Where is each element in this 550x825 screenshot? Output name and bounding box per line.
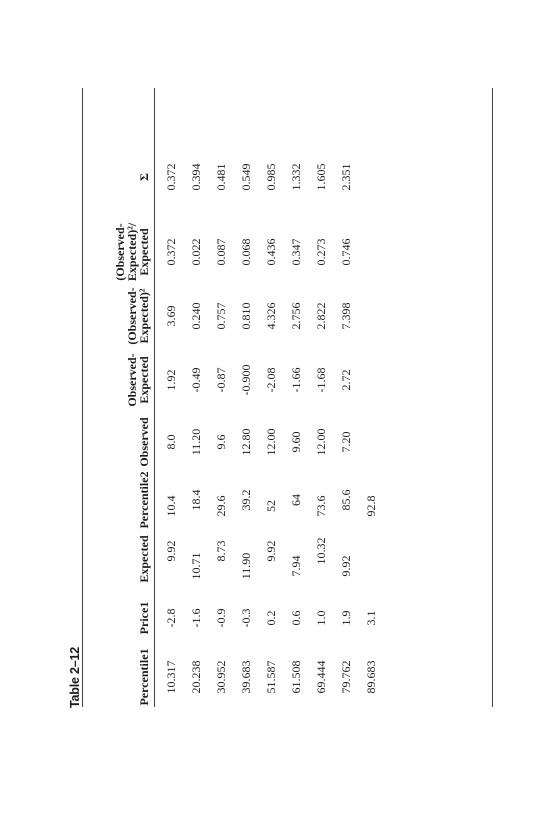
table-cell-ex: 9.92	[164, 540, 178, 562]
table-cell-pr: 0.2	[264, 610, 278, 626]
table-cell-p1: 51.587	[264, 660, 278, 694]
table-cell-pr: 3.1	[364, 610, 378, 626]
table-cell-p2: 39.2	[239, 489, 253, 511]
header-rule	[154, 88, 155, 707]
table-cell-p2: 64	[289, 494, 303, 506]
table-cell-pr: -2.8	[164, 608, 178, 628]
table-cell-p2: 10.4	[164, 495, 178, 517]
table-cell-oe2: 0.240	[189, 302, 203, 330]
table-cell-ex: 10.71	[189, 552, 203, 580]
table-cell-ex: 8.73	[214, 540, 228, 562]
column-header-line: Expected)²	[137, 288, 151, 344]
table-cell-p1: 10.317	[164, 660, 178, 694]
table-cell-ch: 0.436	[264, 238, 278, 266]
table-cell-pr: -0.9	[214, 608, 228, 628]
table-cell-pr: 0.6	[289, 610, 303, 626]
table-cell-oe2: 7.398	[339, 302, 353, 330]
table-cell-p2: 92.8	[364, 495, 378, 517]
column-header-line: Observed-	[125, 353, 139, 407]
table-cell-ex: 10.32	[314, 537, 328, 565]
column-header-line: Expected	[137, 228, 151, 276]
table-cell-oe: -2.08	[264, 367, 278, 393]
table-cell-pr: 1.9	[339, 610, 353, 626]
table-cell-ch: 0.372	[164, 238, 178, 266]
table-cell-oe2: 0.757	[214, 302, 228, 330]
table-cell-ex: 9.92	[339, 555, 353, 577]
table-cell-ob: 12.00	[264, 428, 278, 456]
column-header-line: Expected)²/	[125, 222, 139, 282]
column-header-line: Σ	[137, 173, 151, 181]
table-cell-p1: 39.683	[239, 660, 253, 694]
column-header-line: Expected	[137, 535, 151, 583]
top-rule	[82, 88, 83, 707]
table-cell-oe: -1.66	[289, 367, 303, 393]
bottom-rule	[492, 88, 493, 707]
table-cell-ob: 9.6	[214, 434, 228, 450]
table-cell-oe2: 4.326	[264, 302, 278, 330]
table-cell-oe: 1.92	[164, 369, 178, 391]
table-cell-ob: 12.80	[239, 428, 253, 456]
column-header-p1	[138, 648, 150, 705]
table-cell-pr: -0.3	[239, 608, 253, 628]
table-cell-oe2: 3.69	[164, 305, 178, 327]
column-header-ob	[138, 417, 150, 466]
column-header-oe	[126, 353, 150, 406]
table-cell-p1: 89.683	[364, 660, 378, 694]
table-cell-ob: 11.20	[189, 428, 203, 456]
table-cell-sg: 0.549	[239, 163, 253, 191]
table-cell-p2: 85.6	[339, 489, 353, 511]
table-cell-pr: 1.0	[314, 610, 328, 626]
table-cell-p2: 18.4	[189, 489, 203, 511]
column-header-line: Price1	[137, 601, 151, 635]
table-cell-ex: 11.90	[239, 552, 253, 580]
table-cell-sg: 2.351	[339, 163, 353, 191]
table-cell-ch: 0.273	[314, 238, 328, 266]
column-header-oe2	[126, 287, 150, 344]
table-cell-sg: 1.332	[289, 163, 303, 191]
table-cell-p2: 73.6	[314, 495, 328, 517]
table-cell-sg: 0.481	[214, 163, 228, 191]
table-cell-oe2: 2.822	[314, 302, 328, 330]
table-cell-pr: -1.6	[189, 608, 203, 628]
table-cell-p1: 61.508	[289, 660, 303, 694]
column-header-pr	[138, 602, 150, 635]
table-cell-oe: -0.49	[189, 367, 203, 393]
table-cell-ch: 0.347	[289, 238, 303, 266]
column-header-ch	[114, 223, 150, 281]
table-cell-ch: 0.022	[189, 238, 203, 266]
table-cell-oe2: 0.810	[239, 302, 253, 330]
table-cell-p2: 29.6	[214, 495, 228, 517]
column-header-ex	[138, 535, 150, 582]
column-header-line: Expected	[137, 356, 151, 404]
table-cell-sg: 0.985	[264, 163, 278, 191]
table-cell-p1: 20.238	[189, 660, 203, 694]
table-cell-p2: 52	[264, 500, 278, 512]
table-cell-ob: 12.00	[314, 428, 328, 456]
table-cell-ch: 0.087	[214, 238, 228, 266]
table-cell-ch: 0.746	[339, 238, 353, 266]
table-cell-sg: 0.372	[164, 163, 178, 191]
table-cell-ex: 9.92	[264, 540, 278, 562]
table-cell-ex: 7.94	[289, 555, 303, 577]
table-cell-p1: 30.952	[214, 660, 228, 694]
column-header-line: Observed	[137, 417, 151, 467]
table-cell-p1: 69.444	[314, 660, 328, 694]
column-header-line: (Observed-	[113, 223, 127, 281]
table-cell-ob: 9.60	[289, 431, 303, 453]
table-cell-sg: 1.605	[314, 163, 328, 191]
table-cell-oe: -0.87	[214, 367, 228, 393]
table-cell-oe: 2.72	[339, 369, 353, 391]
table-cell-oe: -0.900	[239, 364, 253, 396]
column-header-line: Percentile1	[137, 648, 151, 706]
column-header-sg	[138, 173, 150, 181]
table-cell-ob: 8.0	[164, 434, 178, 450]
column-header-line: Percentile2	[137, 471, 151, 529]
table-title: Table 2–12	[68, 646, 82, 708]
table-cell-oe2: 2.756	[289, 302, 303, 330]
table-cell-sg: 0.394	[189, 163, 203, 191]
column-header-line: (Observed-	[125, 287, 139, 345]
table-cell-ch: 0.068	[239, 238, 253, 266]
table-cell-ob: 7.20	[339, 431, 353, 453]
column-header-p2	[138, 471, 150, 528]
table-cell-p1: 79.762	[339, 660, 353, 694]
table-cell-oe: -1.68	[314, 367, 328, 393]
